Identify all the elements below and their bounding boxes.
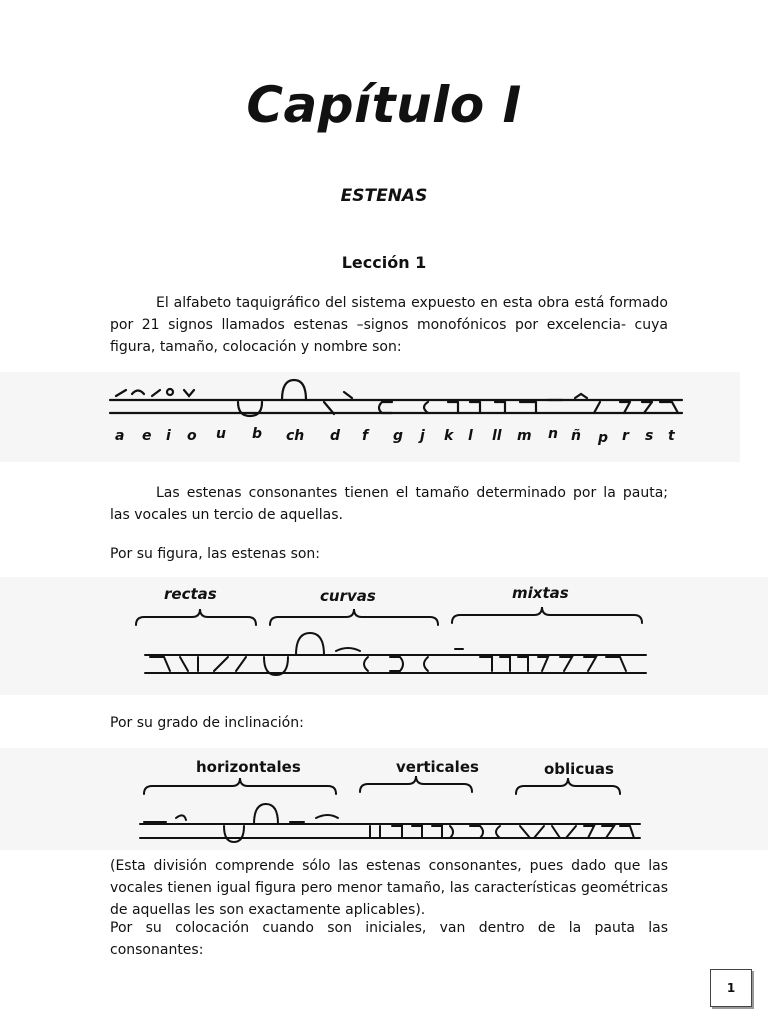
letter-d: d [330, 428, 341, 444]
inclination-groups-signs [0, 748, 768, 850]
letter-u: u [216, 426, 226, 442]
letter-e: e [142, 428, 152, 444]
lesson-title: Lección 1 [341, 253, 427, 272]
inclination-groups-figure [0, 748, 768, 850]
figure-groups-signs [0, 577, 768, 695]
page-number: 1 [710, 969, 752, 1007]
group-label-horizontales: horizontales [196, 758, 301, 776]
letter-g: g [393, 428, 404, 444]
chapter-title: Capítulo I [246, 76, 522, 134]
letter-t: t [668, 428, 675, 444]
letter-n: n [548, 426, 558, 442]
letter-p: p [598, 430, 609, 446]
letter-j: j [420, 428, 425, 444]
letter-s: s [645, 428, 654, 444]
inclination-paragraph: Por su grado de inclinación: [110, 715, 304, 731]
letter-ch: ch [286, 428, 305, 444]
group-label-oblicuas: oblicuas [544, 760, 614, 778]
group-label-rectas: rectas [164, 585, 217, 603]
group-label-curvas: curvas [320, 587, 376, 605]
size-paragraph: Las estenas consonantes tienen el tamaño determinado por la pauta; las vocales un tercio de aquellas. [110, 485, 668, 523]
figure-groups-figure [0, 577, 768, 695]
group-label-mixtas: mixtas [512, 584, 569, 602]
group-label-verticales: verticales [396, 758, 479, 776]
letter-a: a [115, 428, 125, 444]
letter-l: l [468, 428, 473, 444]
section-title: ESTENAS [340, 186, 428, 206]
letter-enye: ñ [571, 428, 581, 444]
letter-r: r [622, 428, 629, 444]
letter-m: m [517, 428, 532, 444]
letter-k: k [444, 428, 454, 444]
alphabet-letter-labels [110, 428, 680, 450]
letter-ll: ll [492, 428, 502, 444]
figure-paragraph: Por su figura, las estenas son: [110, 546, 321, 562]
placement-paragraph: Por su colocación cuando son iniciales, van dentro de la pauta las consonantes: [110, 920, 668, 958]
letter-b: b [252, 426, 263, 442]
note-paragraph: (Esta división comprende sólo las estenas consonantes, pues dado que las vocales tienen igual figura pero menor tamaño, las características geométricas de aquellas les son exactamente aplicables). [110, 858, 668, 918]
letter-f: f [362, 428, 369, 444]
letter-o: o [187, 428, 197, 444]
intro-paragraph: El alfabeto taquigráfico del sistema expuesto en esta obra está formado por 21 signos llamados estenas –signos monofónicos por excelencia- cuya figura, tamaño, colocación y nombre son: [110, 295, 668, 355]
letter-i: i [166, 428, 171, 444]
